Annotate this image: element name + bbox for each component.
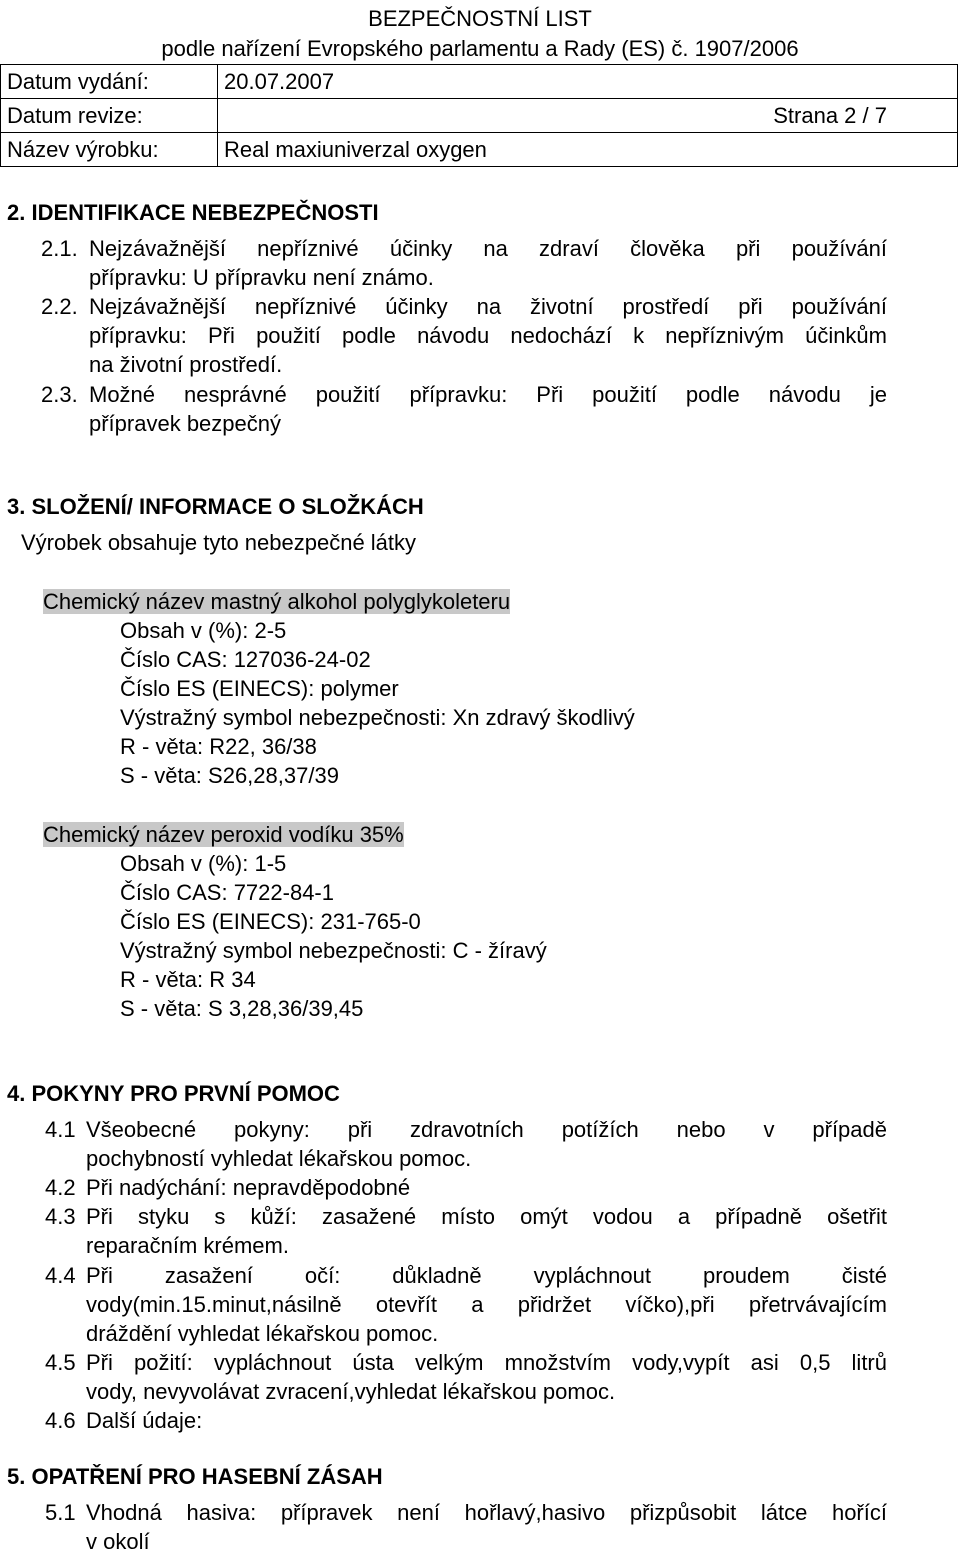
product-name-label: Název výrobku: [1,133,218,167]
revision-date-value [218,99,264,133]
item-2-2-number: 2.2. [41,294,78,319]
item-5-1-line-2: v okolí [86,1529,150,1554]
chemical-1-einecs: Číslo ES (EINECS): polymer [120,676,399,701]
document-title: BEZPEČNOSTNÍ LIST [368,6,592,31]
item-2-2-line-2: přípravku: Při použití podle návodu nedochází k nepříznivým účinkům [89,323,887,348]
item-4-3-number: 4.3 [45,1204,76,1229]
item-4-5-number: 4.5 [45,1350,76,1375]
chemical-1-r-phrases: R - věta: R22, 36/38 [120,734,317,759]
item-4-1-number: 4.1 [45,1117,76,1142]
item-5-1-number: 5.1 [45,1500,76,1525]
page-number: Strana 2 / 7 [263,99,957,133]
item-4-1-line-2: pochybností vyhledat lékařskou pomoc. [86,1146,472,1171]
item-2-1-line-1: Nejzávažnější nepříznivé účinky na zdraví člověka při používání [89,236,887,261]
item-4-3-line-1: Při styku s kůží: zasažené místo omýt vodou a případně ošetřit [86,1204,887,1229]
item-2-2-line-3: na životní prostředí. [89,352,283,377]
item-2-3-line-2: přípravek bezpečný [89,411,281,436]
issue-date-label: Datum vydání: [1,65,218,99]
item-4-5-line-2: vody, nevyvolávat zvracení,vyhledat lékařskou pomoc. [86,1379,616,1404]
item-4-6-line-1: Další údaje: [86,1408,203,1433]
item-4-6-number: 4.6 [45,1408,76,1433]
header-table [0,64,958,167]
chemical-1-hazard-symbol: Výstražný symbol nebezpečnosti: Xn zdravý škodlivý [120,705,635,730]
chemical-2-hazard-symbol: Výstražný symbol nebezpečnosti: C - žíravý [120,938,547,963]
item-4-2-line-1: Při nadýchání: nepravděpodobné [86,1175,411,1200]
chemical-2-cas: Číslo CAS: 7722-84-1 [120,880,334,905]
item-5-1-line-1: Vhodná hasiva: přípravek není hořlavý,hasivo přizpůsobit látce hořící [86,1500,887,1525]
chemical-1-cas: Číslo CAS: 127036-24-02 [120,647,371,672]
section-5-heading: 5. OPATŘENÍ PRO HASEBNÍ ZÁSAH [7,1464,383,1489]
issue-date-value: 20.07.2007 [218,65,958,99]
chemical-2-content: Obsah v (%): 1-5 [120,851,287,876]
chemical-1-content: Obsah v (%): 2-5 [120,618,287,643]
section-3-heading: 3. SLOŽENÍ/ INFORMACE O SLOŽKÁCH [7,494,424,519]
item-2-1-line-2: přípravku: U přípravku není známo. [89,265,434,290]
item-2-2-line-1: Nejzávažnější nepříznivé účinky na životní prostředí při používání [89,294,887,319]
chemical-1-s-phrases: S - věta: S26,28,37/39 [120,763,339,788]
section-3-intro: Výrobek obsahuje tyto nebezpečné látky [21,530,417,555]
item-4-2-number: 4.2 [45,1175,76,1200]
chemical-1-name: Chemický název mastný alkohol polyglykoleteru [43,589,511,614]
item-2-3-number: 2.3. [41,382,78,407]
chemical-2-name: Chemický název peroxid vodíku 35% [43,822,404,847]
chemical-2-s-phrases: S - věta: S 3,28,36/39,45 [120,996,364,1021]
section-4-heading: 4. POKYNY PRO PRVNÍ POMOC [7,1081,340,1106]
item-4-4-line-1: Při zasažení očí: důkladně vypláchnout proudem čisté [86,1263,887,1288]
item-4-5-line-1: Při požití: vypláchnout ústa velkým množstvím vody,vypít asi 0,5 litrů [86,1350,887,1375]
chemical-2-einecs: Číslo ES (EINECS): 231-765-0 [120,909,421,934]
item-4-1-line-1: Všeobecné pokyny: při zdravotních potížích nebo v případě [86,1117,887,1142]
revision-date-label: Datum revize: [1,99,218,133]
section-2-heading: 2. IDENTIFIKACE NEBEZPEČNOSTI [7,200,379,225]
item-4-4-number: 4.4 [45,1263,76,1288]
item-4-4-line-2: vody(min.15.minut,násilně otevřít a přidržet víčko),při přetrvávajícím [86,1292,887,1317]
item-4-4-line-3: dráždění vyhledat lékařskou pomoc. [86,1321,439,1346]
chemical-2-r-phrases: R - věta: R 34 [120,967,256,992]
item-2-1-number: 2.1. [41,236,78,261]
document-subtitle: podle nařízení Evropského parlamentu a Rady (ES) č. 1907/2006 [161,36,799,61]
product-name-value: Real maxiuniverzal oxygen [218,133,958,167]
item-2-3-line-1: Možné nesprávné použití přípravku: Při použití podle návodu je [89,382,887,407]
item-4-3-line-2: reparačním krémem. [86,1233,289,1258]
